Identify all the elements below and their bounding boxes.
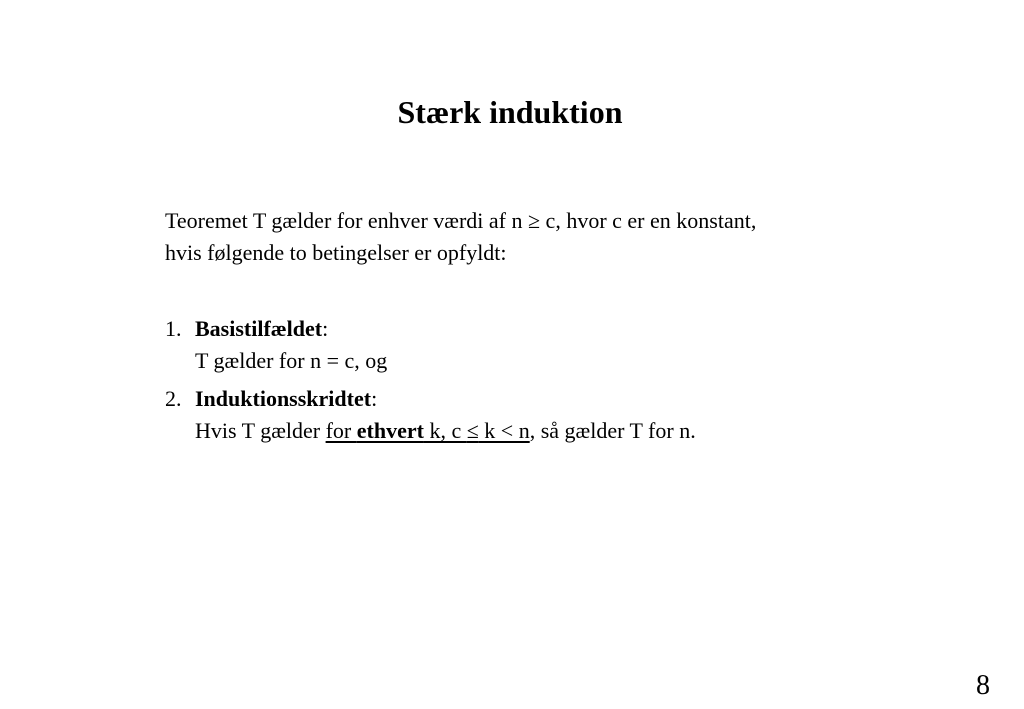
- theorem-line-2: hvis følgende to betingelser er opfyldt:: [165, 240, 507, 265]
- condition-heading: Induktionsskridtet: [195, 386, 372, 411]
- condition-heading: Basistilfældet: [195, 316, 323, 341]
- condition-heading-line: [195, 313, 387, 345]
- list-number: 1.: [165, 316, 182, 341]
- text-suffix: , så gælder T for n.: [529, 418, 696, 443]
- range-part-b: k < n: [478, 418, 530, 443]
- heading-colon: :: [322, 316, 329, 341]
- condition-heading-line: [195, 383, 696, 415]
- emphasis-ethvert: ethvert: [356, 418, 424, 443]
- underlined-quantifier: [326, 418, 530, 443]
- theorem-statement: [165, 205, 925, 269]
- list-number: 2.: [165, 386, 182, 411]
- page-number: 8: [976, 670, 990, 701]
- text-prefix: Hvis T gælder: [195, 418, 326, 443]
- slide-title: Stærk induktion: [397, 94, 623, 130]
- underlined-for: for: [325, 418, 357, 443]
- condition-text: T gælder for n = c, og: [195, 348, 388, 373]
- condition-content: [195, 313, 387, 377]
- le-symbol: ≤: [466, 418, 479, 443]
- condition-text: [195, 415, 696, 447]
- range-part-a: k, c: [423, 418, 467, 443]
- heading-colon: :: [371, 386, 378, 411]
- condition-content: [195, 383, 696, 447]
- theorem-line-1: Teoremet T gælder for enhver værdi af n ≥ c, hvor c er en konstant,: [165, 208, 757, 233]
